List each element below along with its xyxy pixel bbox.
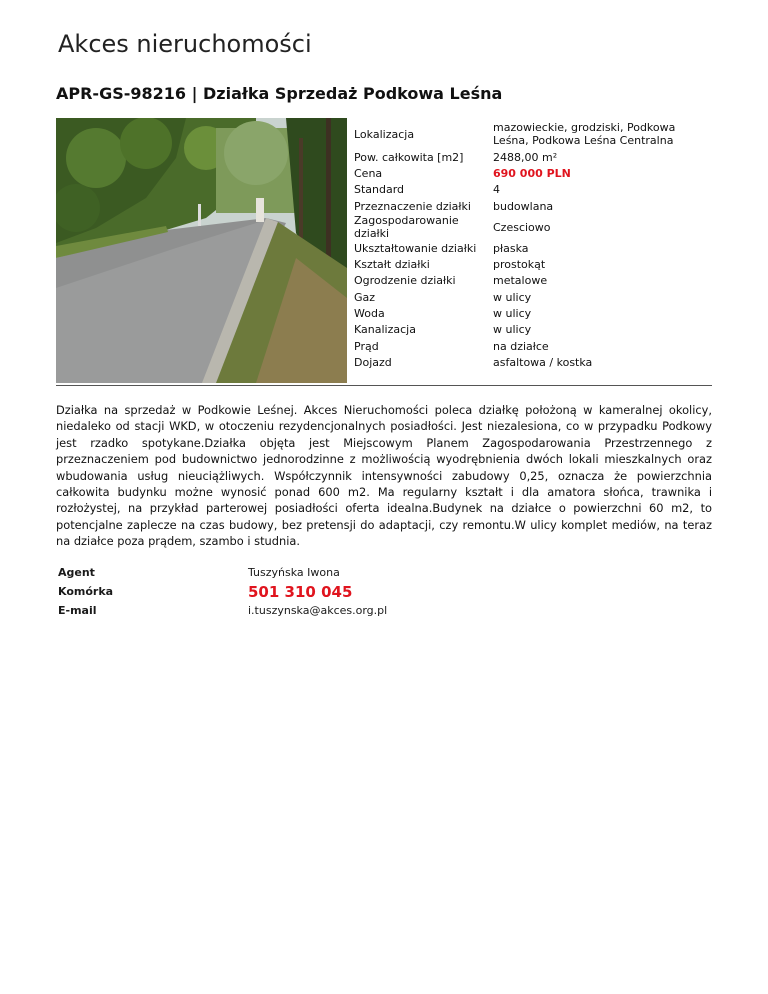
property-value: mazowieckie, grodziski, Podkowa Leśna, Podkowa Leśna Centralna (493, 121, 676, 147)
property-label: Prąd (354, 339, 379, 353)
agent-label: Agent (58, 566, 95, 579)
section-divider (56, 385, 712, 386)
property-label: Zagospodarowanie działki (354, 214, 459, 241)
property-value: metalowe (493, 274, 548, 288)
property-label: Pow. całkowita [m2] (354, 150, 464, 164)
property-label: Kształt działki (354, 258, 430, 272)
property-value: w ulicy (493, 323, 532, 337)
property-row (354, 338, 714, 354)
agent-name: Tuszyńska Iwona (248, 566, 340, 579)
property-value: w ulicy (493, 290, 532, 304)
property-label: Ogrodzenie działki (354, 274, 456, 288)
email-address[interactable]: i.tuszynska@akces.org.pl (248, 604, 388, 617)
property-label: Kanalizacja (354, 323, 416, 337)
property-value: asfaltowa / kostka (493, 355, 593, 369)
property-row (354, 273, 714, 289)
property-label: Ukształtowanie działki (354, 241, 477, 255)
listing-description: Działka na sprzedaż w Podkowie Leśnej. Akces Nieruchomości poleca działkę położoną w kameralnej okolicy, niedaleko od stacji WKD, w otoczeniu rezydencjonalnych posiadłości. Jest niezalesiona, co w przypadku Podkowy jest rzadko spotykane.Działka objęta jest Miejscowym Planem Zagospodarowania Przestrzennego z przeznaczeniem pod budownictwo jednorodzinne z możliwością wyodrębnienia dwóch lokali mieszkalnych oraz wbudowania usług nieuciążliwych. Współczynnik intensywności zabudowy 0,25, oznacza że powierzchnia całkowita budynku możne wynosić ponad 600 m2. Ma regularny kształt i dla amatora słońca, trawnika i rozłożystej, na przykład parterowej posiadłości oferta idealna.Budynek na działce o powierzchni 60 m2, to potencjalne zaplecze na czas budowy, bez pretensji do adaptacji, czy remontu.W ulicy komplet mediów, na teraz na działce poza prądem, szambo i studnia. (56, 403, 712, 549)
property-value: w ulicy (493, 307, 532, 321)
property-row (354, 240, 714, 256)
properties-table (354, 119, 714, 371)
brand-name: Akces nieruchomości (58, 30, 312, 58)
property-label: Gaz (354, 290, 376, 304)
price-value: 690 000 PLN (493, 166, 571, 180)
property-label: Cena (354, 166, 383, 180)
property-value: płaska (493, 241, 529, 255)
email-row (58, 601, 387, 620)
email-label: E-mail (58, 604, 97, 617)
listing-title: APR-GS-98216 | Działka Sprzedaż Podkowa Leśna (56, 84, 503, 103)
property-value: 4 (493, 183, 500, 197)
property-row (354, 256, 714, 272)
phone-row (58, 582, 387, 601)
property-row (354, 165, 714, 181)
property-row (354, 354, 714, 370)
phone-label: Komórka (58, 585, 114, 598)
agent-contact (58, 563, 387, 620)
property-row (354, 182, 714, 198)
property-value: 2488,00 m² (493, 150, 558, 164)
property-row (354, 119, 714, 149)
property-row (354, 149, 714, 165)
property-label: Woda (354, 307, 385, 321)
property-row (354, 214, 714, 240)
property-value: na działce (493, 339, 549, 353)
property-value: budowlana (493, 199, 554, 213)
property-row (354, 289, 714, 305)
property-value: prostokąt (493, 258, 546, 272)
property-label: Standard (354, 183, 405, 197)
property-label: Przeznaczenie działki (354, 199, 471, 213)
property-row (354, 198, 714, 214)
property-row (354, 322, 714, 338)
property-label: Dojazd (354, 355, 392, 369)
property-label: Lokalizacja (354, 127, 415, 141)
property-row (354, 305, 714, 321)
phone-number[interactable]: 501 310 045 (248, 582, 353, 601)
property-photo (56, 118, 347, 383)
property-value: Czesciowo (493, 220, 551, 234)
agent-row (58, 563, 387, 582)
